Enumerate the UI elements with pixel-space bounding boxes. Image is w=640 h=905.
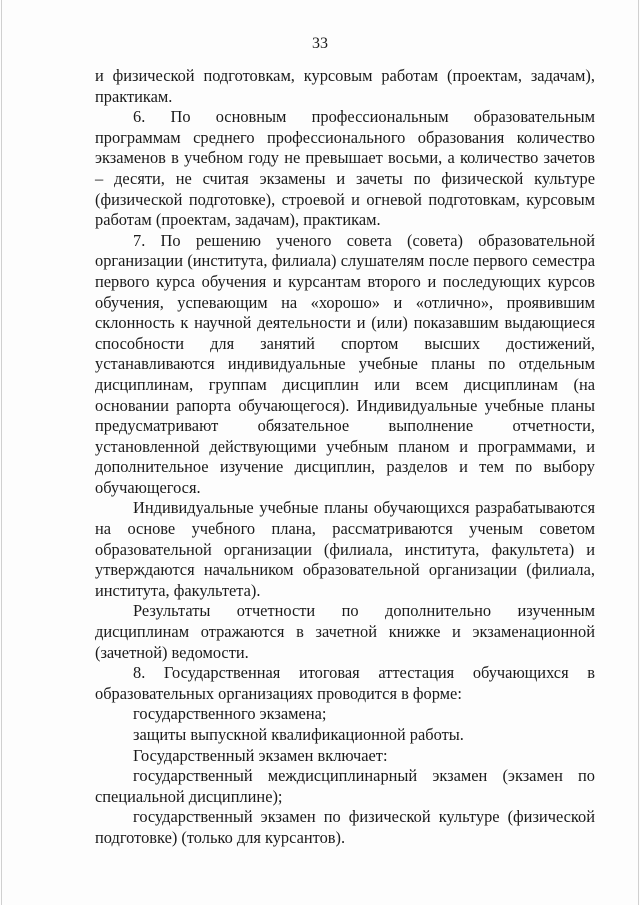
list-item-interdisciplinary-exam: государственный междисциплинарный экзамен (экзамен по специальной дисциплине);	[95, 766, 595, 806]
paragraph-item-8: 8. Государственная итоговая аттестация обучающихся в образовательных организациях проводится в форме:	[95, 663, 595, 703]
paragraph-individual-plans: Индивидуальные учебные планы обучающихся разрабатываются на основе учебного плана, рассматриваются ученым советом образовательной организации (филиала, института, факультета) и утверждаются начальником образовательной организации (филиала, института, факультета).	[95, 498, 595, 600]
list-item-physical-exam: государственный экзамен по физической культуре (физической подготовке) (только для курсантов).	[95, 807, 595, 847]
paragraph-continuation: и физической подготовкам, курсовым работам (проектам, задачам), практикам.	[95, 66, 595, 106]
list-item-state-exam: государственного экзамена;	[133, 704, 327, 724]
scan-edge-right	[638, 0, 639, 905]
paragraph-exam-includes: Государственный экзамен включает:	[133, 745, 388, 765]
scan-edge-left	[1, 0, 2, 905]
document-body	[95, 66, 595, 849]
list-item-thesis-defense: защиты выпускной квалификационной работы.	[133, 725, 464, 744]
paragraph-item-6: 6. По основным профессиональным образовательным программам среднего профессионального образования количество экзаменов в учебном году не превышает восьми, а количество зачетов – десяти, не считая экзамены и зачеты по физической культуре (физической подготовке), строевой и огневой подготовкам, курсовым работам (проектам, задачам), практикам.	[95, 107, 595, 230]
paragraph-results: Результаты отчетности по дополнительно изученным дисциплинам отражаются в зачетной книжке и экзаменационной (зачетной) ведомости.	[95, 601, 595, 662]
paragraph-item-7: 7. По решению ученого совета (совета) образовательной организации (института, филиала) слушателям после первого семестра первого курса обучения и курсантам второго и последующих курсов обучения, успевающим на «хорошо» и «отлично», проявившим склонность к научной деятельности и (или) показавшим выдающиеся способности для занятий спортом высших достижений, устанавливаются индивидуальные учебные планы по отдельным дисциплинам, группам дисциплин или всем дисциплинам (на основании рапорта обучающегося). Индивидуальные учебные планы предусматривают обязательное выполнение отчетности, установленной действующими учебным планом и программами, и дополнительное изучение дисциплин, разделов и тем по выбору обучающегося.	[95, 230, 595, 497]
page-number: 33	[312, 35, 328, 52]
